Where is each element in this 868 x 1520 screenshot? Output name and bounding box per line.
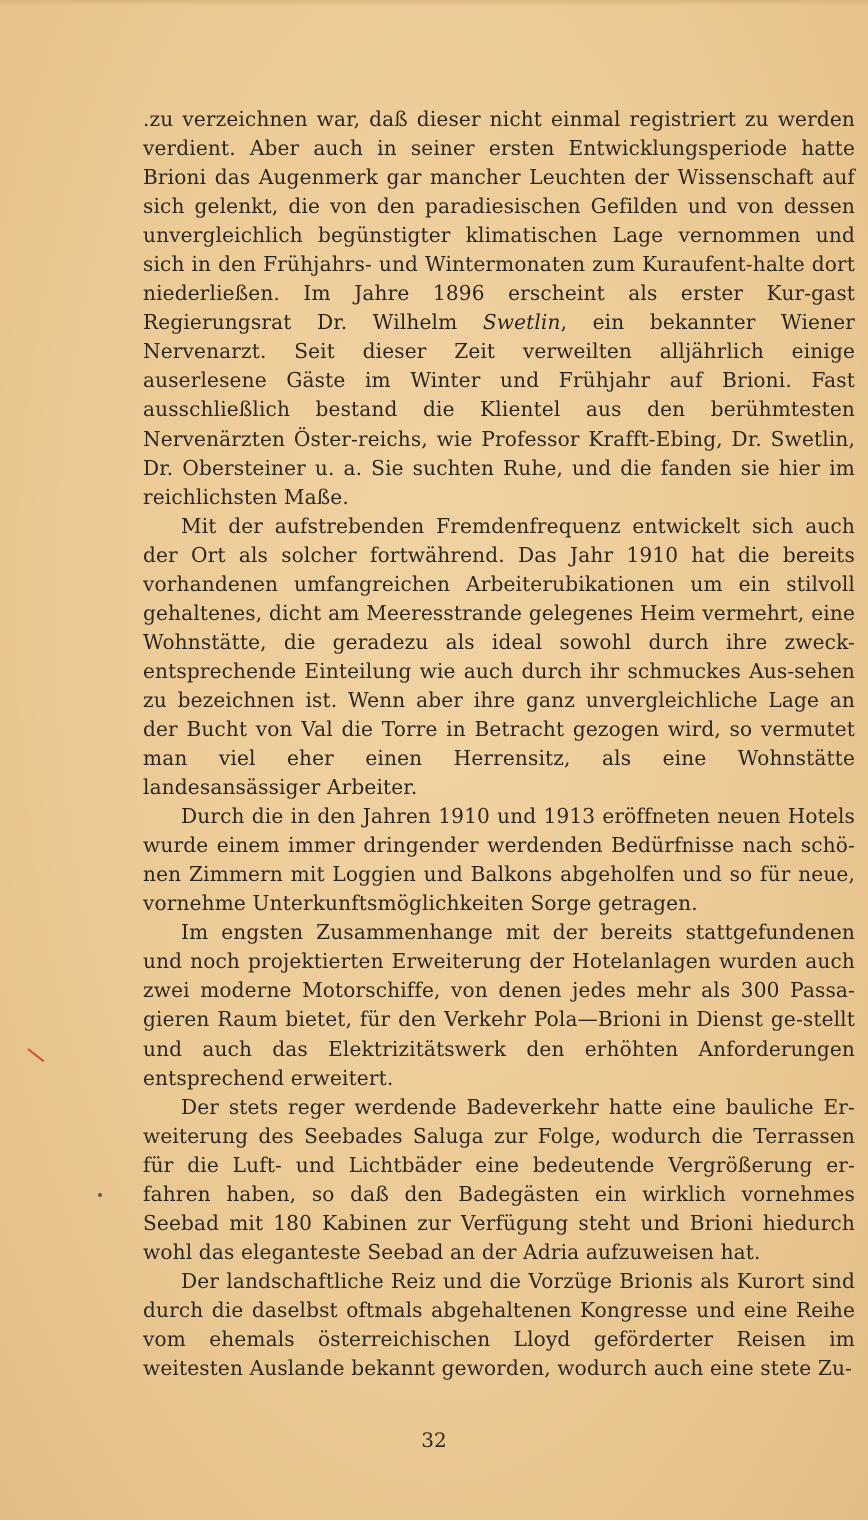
- italic-name: Swetlin: [482, 310, 561, 335]
- paragraph-6: Der landschaftliche Reiz und die Vorzüge Brionis als Kurort sind durch die daselbst oftmals abgehaltenen Kongresse und eine Reihe vom ehemals österreichischen Lloyd geförderter Reisen im weitesten Auslande bekannt geworden, wodurch auch eine stete Zu-: [143, 1268, 855, 1381]
- page-number: 32: [421, 1428, 447, 1452]
- paragraph-4: Im engsten Zusammenhange mit der bereits stattgefundenen und noch projektierten Erweiterung der Hotelanlagen wurden auch zwei moderne Motorschiffe, von denen jedes mehr als 300 Passa-gieren Raum bietet, für den Verkehr Pola—Brioni in Dienst ge-stellt und auch das Elektrizitätswerk den erhöhten Anforderungen entsprechend erweitert.: [143, 920, 855, 1090]
- paragraph-5: Der stets reger werdende Badeverkehr hatte eine bauliche Er-weiterung des Seebades Saluga zur Folge, wodurch die Terrassen für die Luft- und Lichtbäder eine bedeutende Vergrößerung er-fahren haben, so daß den Badegästen ein wirklich vornehmes Seebad mit 180 Kabinen zur Verfügung steht und Brioni hiedurch wohl das eleganteste Seebad an der Adria aufzuweisen hat.: [143, 1094, 855, 1264]
- ink-speck: [98, 1193, 102, 1197]
- page-top-edge: [0, 0, 868, 6]
- red-pencil-mark: [27, 1048, 44, 1062]
- body-text: [143, 105, 855, 1395]
- paragraph-2: Mit der aufstrebenden Fremdenfrequenz entwickelt sich auch der Ort als solcher fortwährend. Das Jahr 1910 hat die bereits vorhandenen umfangreichen Arbeiterubikationen um ein stilvoll gehaltenes, dicht am Meeresstrande gelegenes Heim vermehrt, eine Wohnstätte, die geradezu als ideal sowohl durch ihre zweck-entsprechende Einteilung wie auch durch ihr schmuckes Aus-sehen zu bezeichnen ist. Wenn aber ihre ganz unvergleichliche Lage an der Bucht von Val die Torre in Betracht gezogen wird, so vermutet man viel eher einen Herrensitz, als eine Wohnstätte landesansässiger Arbeiter.: [143, 513, 855, 800]
- paragraph-3: Durch die in den Jahren 1910 und 1913 eröffneten neuen Hotels wurde einem immer dringender werdenden Bedürfnisse nach schö-nen Zimmern mit Loggien und Balkons abgeholfen und so für neue, vornehme Unterkunftsmöglichkeiten Sorge getragen.: [143, 804, 855, 916]
- paragraph-1: .zu verzeichnen war, daß dieser nicht einmal registriert zu werden verdient. Aber auch in seiner ersten Entwicklungsperiode hatte Brioni das Augenmerk gar mancher Leuchten der Wissenschaft auf sich gelenkt, die von den paradiesischen Gefilden und von dessen unvergleichlich begünstigter klimatischen Lage vernommen und sich in den Frühjahrs- und Wintermonaten zum Kuraufent-halte dort niederließen. Im Jahre 1896 erscheint als erster Kur-gast Regierungsrat Dr. Wilhelm Swetlin, ein bekannter Wiener Nervenarzt. Seit dieser Zeit verweilten alljährlich einige auserlesene Gäste im Winter und Frühjahr auf Brioni. Fast ausschließlich bestand die Klientel aus den berühmtesten Nervenärzten Öster-reichs, wie Professor Krafft-Ebing, Dr. Swetlin, Dr. Obersteiner u. a. Sie suchten Ruhe, und die fanden sie hier im reichlichsten Maße.: [143, 107, 855, 509]
